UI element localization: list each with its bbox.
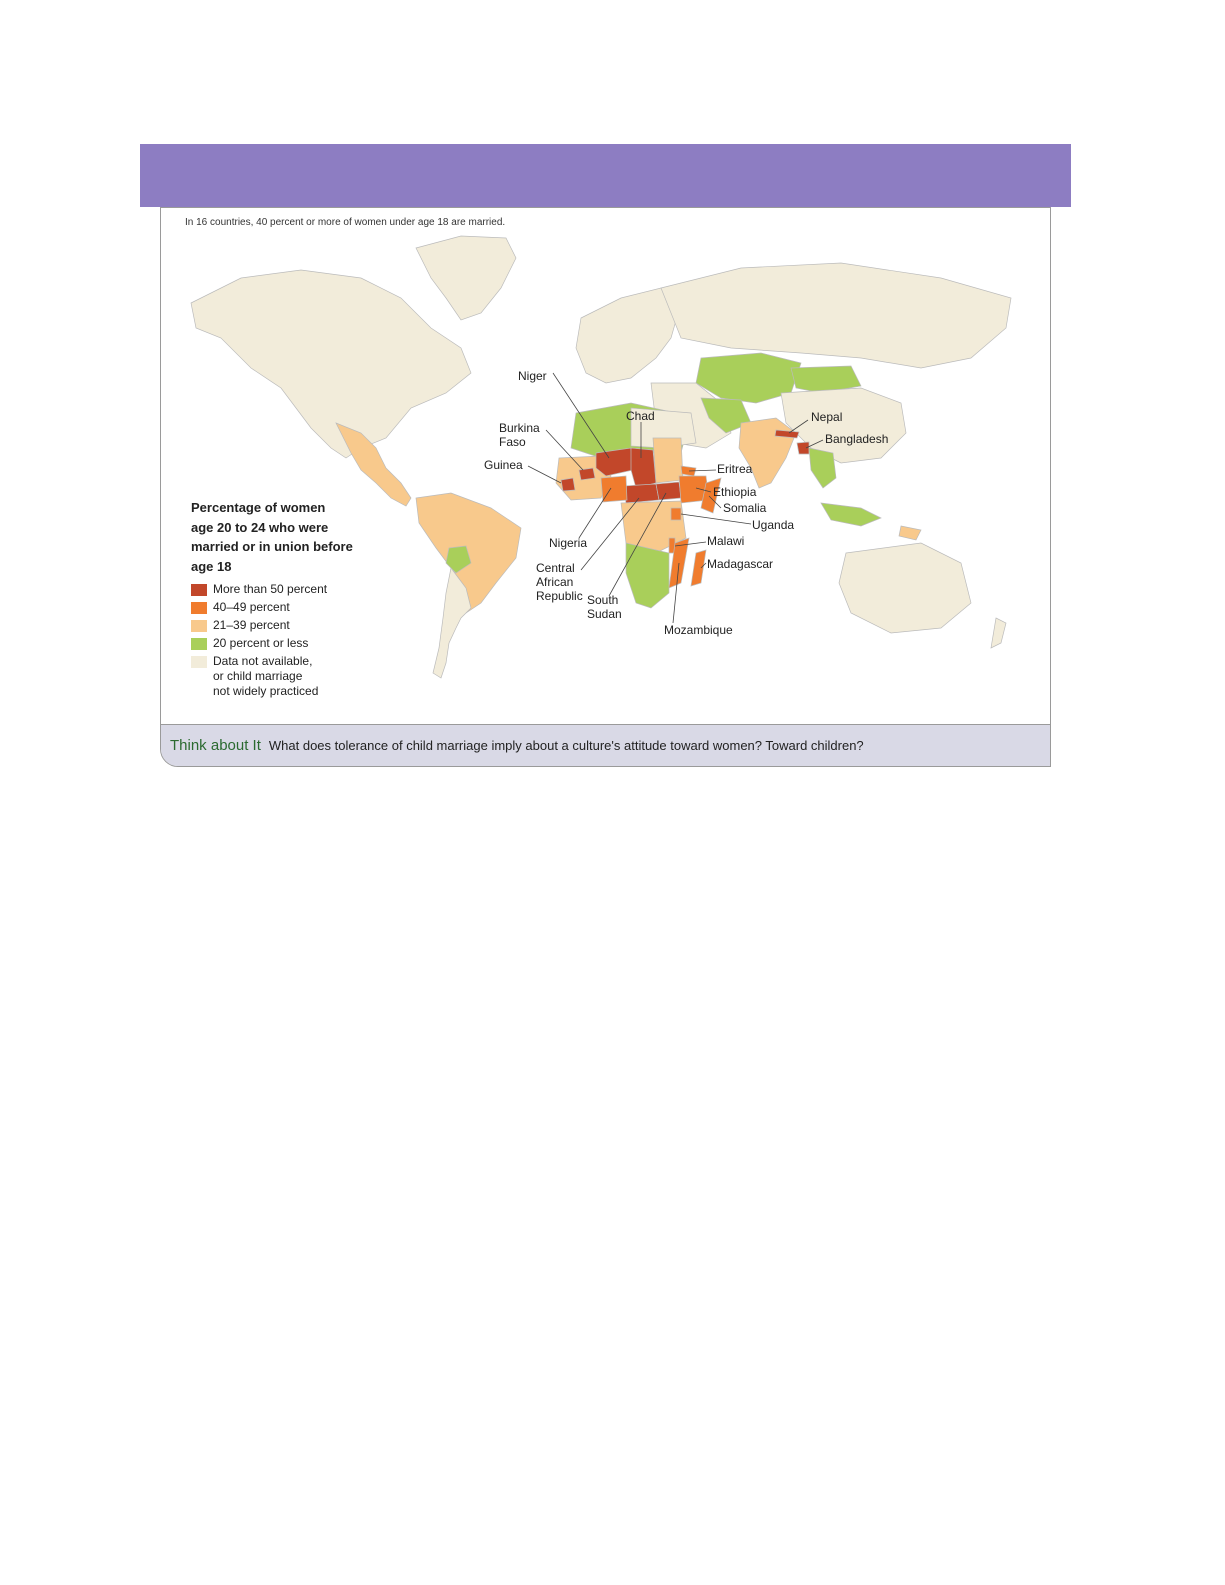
label-niger: Niger [518, 369, 547, 383]
legend-item [191, 582, 401, 597]
think-about-it-bar [161, 724, 1050, 766]
label-nepal: Nepal [811, 410, 843, 424]
legend-label: Data not available, or child marriage not widely practiced [213, 654, 319, 698]
map-figure [160, 207, 1051, 767]
legend-item [191, 636, 401, 651]
legend-label: 40–49 percent [213, 600, 290, 614]
legend-swatch [191, 638, 207, 650]
label-car [536, 561, 583, 603]
label-line: South [587, 593, 619, 607]
legend-item [191, 618, 401, 633]
southeast-asia [809, 448, 836, 488]
label-bangladesh: Bangladesh [825, 432, 889, 446]
chad [631, 448, 656, 488]
india [739, 418, 796, 488]
guinea [561, 478, 575, 491]
label-mozambique: Mozambique [664, 623, 733, 637]
legend-swatch [191, 584, 207, 596]
label-eritrea: Eritrea [717, 462, 753, 476]
label-malawi: Malawi [707, 534, 745, 548]
madagascar [691, 550, 706, 586]
map-caption: In 16 countries, 40 percent or more of women under age 18 are married. [185, 217, 506, 228]
indonesia [821, 503, 881, 526]
southern-africa [626, 543, 669, 608]
label-chad: Chad [626, 409, 655, 423]
label-somalia: Somalia [723, 501, 767, 515]
label-line: African [536, 575, 574, 589]
legend-label: More than 50 percent [213, 582, 328, 596]
label-line: Burkina [499, 421, 540, 435]
legend-swatch [191, 620, 207, 632]
png [899, 526, 921, 540]
burkina-faso [579, 468, 595, 480]
label-line: Faso [499, 435, 526, 449]
legend-swatch [191, 656, 207, 668]
label-uganda: Uganda [752, 518, 795, 532]
legend-swatch [191, 602, 207, 614]
label-line: Central [536, 561, 575, 575]
uganda [671, 508, 681, 520]
legend-label: 20 percent or less [213, 636, 309, 650]
north-america [191, 270, 471, 458]
europe [576, 288, 681, 383]
bangladesh [797, 442, 809, 454]
legend-item [191, 600, 401, 615]
label-ethiopia: Ethiopia [713, 485, 757, 499]
legend-title: Percentage of women age 20 to 24 who were married or in union before age 18 [191, 500, 353, 574]
south-sudan [656, 482, 681, 500]
legend [191, 498, 401, 702]
north-asia [661, 263, 1011, 368]
south-america [416, 493, 521, 613]
think-about-it-question: What does tolerance of child marriage imply about a culture's attitude toward women? Toward children? [268, 738, 864, 753]
label-line: Sudan [587, 607, 622, 621]
label-south-sudan [587, 593, 622, 621]
legend-item [191, 654, 401, 699]
label-guinea: Guinea [484, 458, 523, 472]
sudan [653, 438, 683, 483]
australia [839, 543, 971, 633]
label-burkina-faso [499, 421, 540, 449]
label-nigeria: Nigeria [549, 536, 588, 550]
label-madagascar: Madagascar [707, 557, 774, 571]
legend-label: 21–39 percent [213, 618, 290, 632]
label-line: Republic [536, 589, 583, 603]
niger [596, 448, 633, 476]
car [623, 484, 659, 503]
greenland [416, 236, 516, 320]
new-zealand [991, 618, 1006, 648]
think-about-it-label: Think about It [170, 737, 261, 754]
header-band [140, 144, 1071, 207]
